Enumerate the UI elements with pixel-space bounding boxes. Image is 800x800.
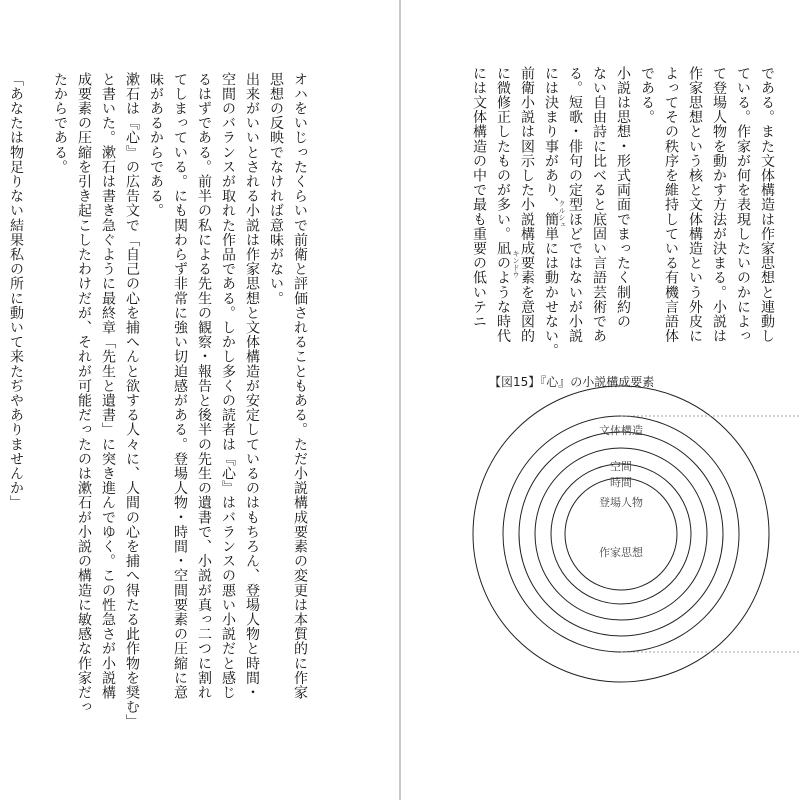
right-text-column-7: 小説は思想・形式両面でまったく制約の [615, 66, 631, 329]
ruby-annotation: キンドウ [512, 250, 520, 278]
concentric-circle-diagram [461, 384, 800, 694]
left-page [0, 0, 399, 800]
left-text-column-11: オハをいじったくらいで前衛と評価されることもある。ただ小説構成要素の変更は本質的に作家 [292, 72, 308, 700]
right-text-column-13: には文体構造の中で最も重要の低いテニ [471, 66, 487, 329]
right-page [401, 0, 800, 800]
ring-inner [565, 478, 677, 590]
left-text-column-3: と書いた。漱石は書き急ぐように最終章「先生と遺書」に突き進んでゆく。この性急さが小説構 [100, 72, 116, 700]
right-text-column-2: ている。作家が何を表現したいのかによっ [735, 66, 751, 344]
ruby-annotation: クルシュ [558, 200, 566, 228]
right-text-column-12: に微修正したものが多い。凪のような時代 [495, 66, 511, 344]
right-text-column-11: 前衛小説は図示した小説構成要素を意図的 [519, 66, 535, 344]
right-text-column-6: である。 [639, 66, 655, 125]
left-text-column-9: 出来がいいとされる小説は作家思想と文体構造が安定しているのはもちろん、登場人物と時間・ [244, 72, 260, 700]
left-text-column-4: 漱石は『心』の広告文で「自己の心を捕へんと欲する人々に、人間の心を捕へ得たる此作物を奨む」 [124, 72, 140, 729]
left-text-column-5: 味があるからである。 [148, 72, 164, 218]
left-text-column-1: たからである。 [52, 72, 68, 175]
left-text-column-7: るはずである。前半の私による先生の観察・報告と後半の先生の遺書で、小説が真っ二つに割れ [196, 72, 212, 700]
ring-4 [535, 448, 707, 620]
ring-label-time: 時間 [610, 476, 632, 489]
ring-label-space: 空間 [610, 460, 632, 473]
ring-label-characters: 登場人物 [599, 496, 643, 509]
ring-label-style: 文体構造 [599, 424, 643, 437]
right-text-column-5: よってその秩序を維持している有機言語体 [663, 66, 679, 344]
right-text-column-10: には決まり事があり、簡単には動かせない。 [543, 66, 559, 358]
left-text-column-2: 成要素の圧縮を引き起こしたわけだが、それが可能だったのは漱石が小説の構造に敏感な作家だっ [76, 72, 92, 715]
left-text-column-8: 空間のバランスが取れた作品である。しかし多くの読者は『心』はバランスの悪い小説だと感じ [220, 72, 236, 700]
left-text-column-6: てしまっている。にも関わらず非常に強い切迫感がある。登場人物・時間・空間要素の圧縮に意 [172, 72, 188, 700]
left-text-column-10: 思想の反映でなければ意味がない。 [268, 72, 284, 306]
right-text-column-3: て登場人物を動かす方法が決まる。小説は [711, 66, 727, 344]
ring-2 [503, 416, 739, 652]
right-text-column-9: る。短歌・俳句の定型ほどではないが小説 [567, 66, 583, 344]
figure-title: 【図15】『心』の小説構成要素 [489, 375, 655, 389]
left-quote-line: 「あなたは物足りない結果私の所に動いて来たぢやありませんか」 [8, 72, 24, 510]
ring-label-thought: 作家思想 [599, 546, 643, 559]
right-text-column-1: である。また文体構造は作家思想と連動し [759, 66, 775, 344]
right-text-column-8: ない自由詩に比べると底固い言語芸術であ [591, 66, 607, 344]
right-text-column-4: 作家思想という核と文体構造という外皮に [687, 66, 703, 344]
